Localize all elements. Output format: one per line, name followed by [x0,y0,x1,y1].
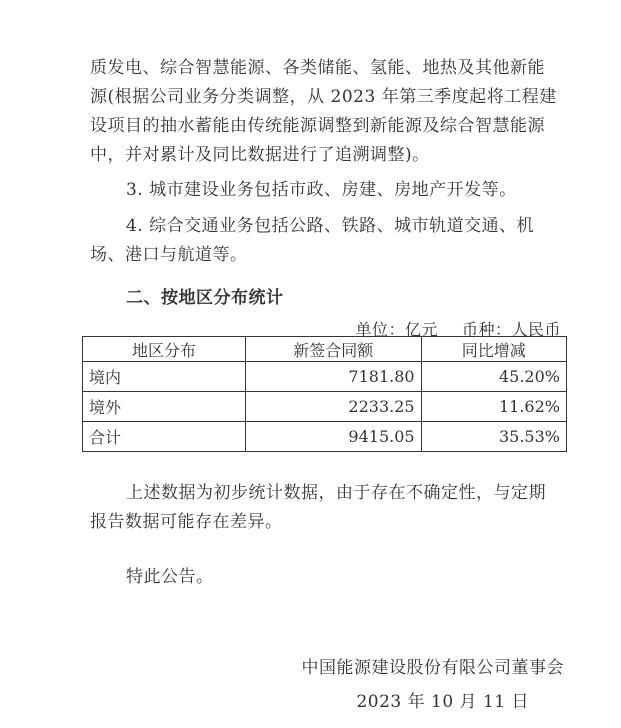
paragraph-new-energy-note: 质发电、综合智慧能源、各类储能、氢能、地热及其他新能源(根据公司业务分类调整，从 2023 年第三季度起将工程建设项目的抽水蓄能由传统能源调整到新能源及综合智慧能源中，并对累计及同比数据进行了追溯调整)。 [90,58,557,165]
paragraph-transportation: 4. 综合交通业务包括公路、铁路、城市轨道交通、机场、港口与航道等。 [90,216,535,265]
cell-region: 境内 [83,362,246,392]
table-header-row [83,337,567,362]
cell-amount: 7181.80 [246,362,422,392]
cell-change: 11.62% [421,392,566,422]
cell-region: 合计 [83,422,246,452]
header-amount: 新签合同额 [246,337,422,362]
table-row-total [83,422,567,452]
paragraph-urban-construction: 3. 城市建设业务包括市政、房建、房地产开发等。 [126,180,517,200]
section-heading: 二、按地区分布统计 [126,288,284,308]
currency-label: 币种：人民币 [461,320,561,339]
announcement-date: 2023 年 10 月 11 日 [356,692,529,712]
table-row [83,362,567,392]
table-row [83,392,567,422]
region-table [82,336,567,452]
announcement-closing: 特此公告。 [126,567,214,587]
cell-change: 35.53% [421,422,566,452]
cell-change: 45.20% [421,362,566,392]
signatory: 中国能源建设股份有限公司董事会 [301,658,564,678]
cell-amount: 9415.05 [246,422,422,452]
cell-amount: 2233.25 [246,392,422,422]
header-change: 同比增减 [421,337,566,362]
preliminary-data-note: 上述数据为初步统计数据，由于存在不确定性，与定期报告数据可能存在差异。 [90,483,546,532]
cell-region: 境外 [83,392,246,422]
unit-label: 单位：亿元 [355,320,438,339]
header-region: 地区分布 [83,337,246,362]
